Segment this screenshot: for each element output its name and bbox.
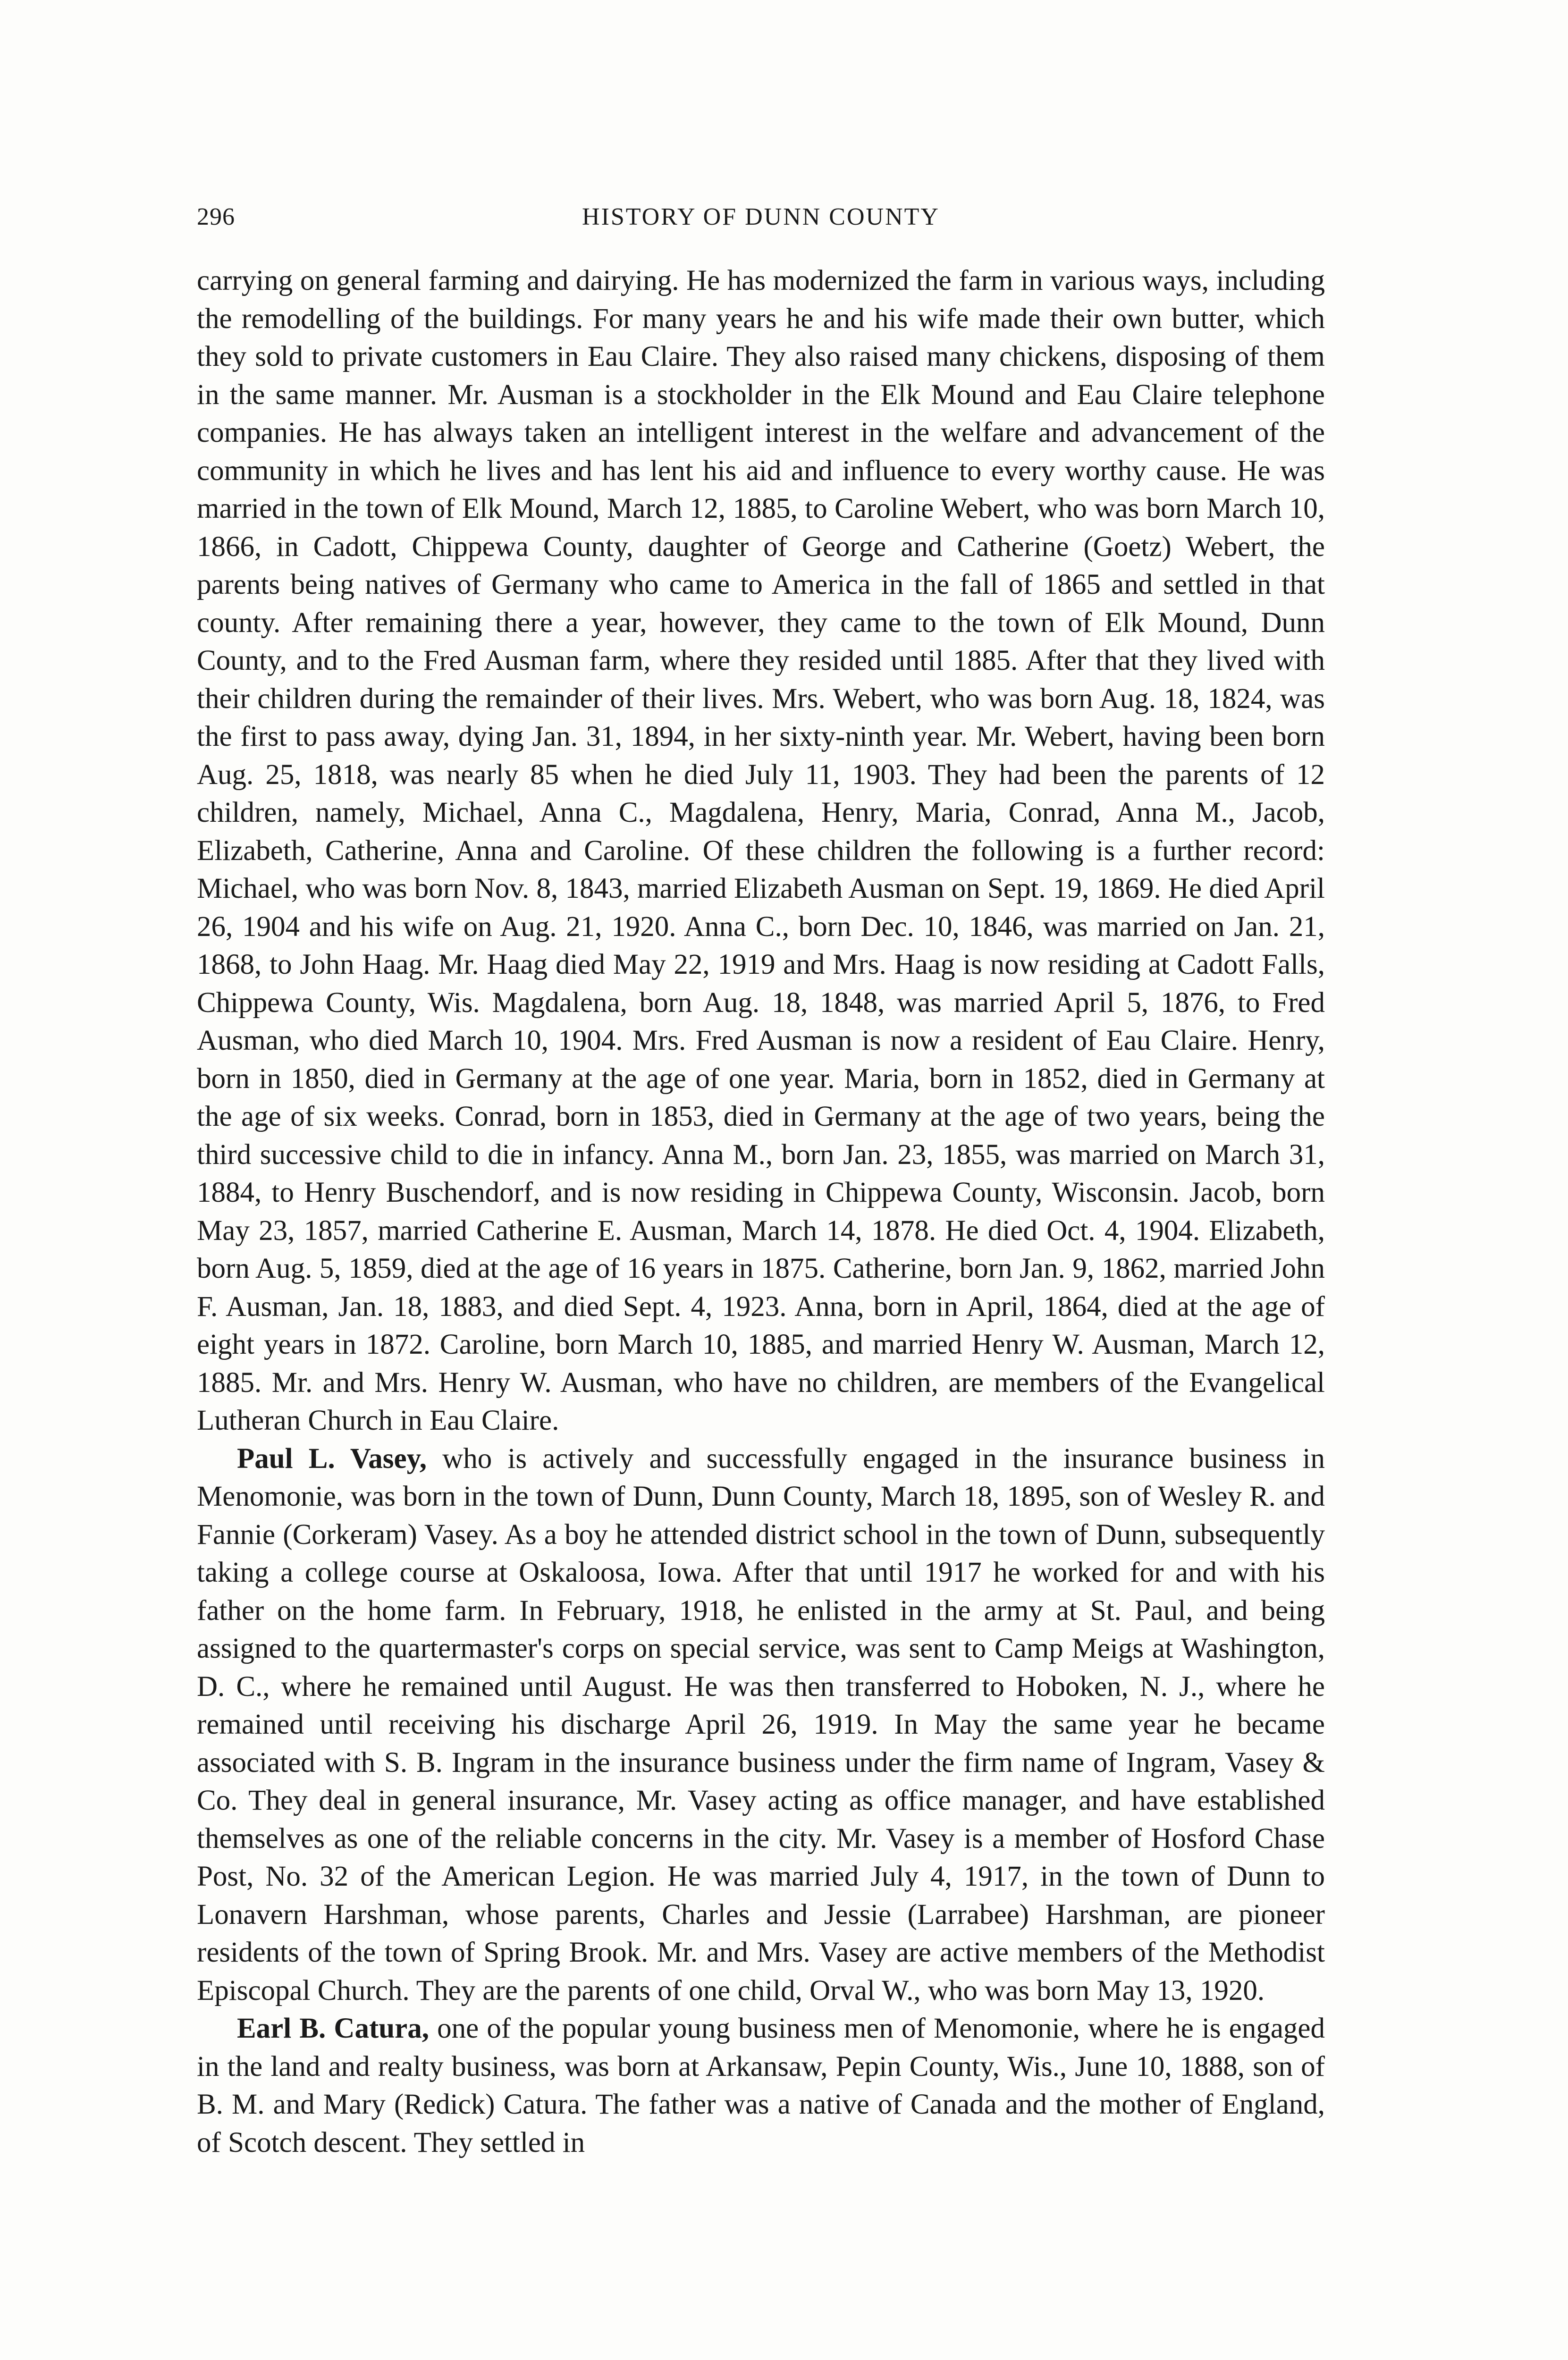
paragraph-paul-vasey	[197, 1440, 1325, 2010]
paragraph-earl-catura	[197, 2010, 1325, 2162]
body-text	[197, 262, 1325, 2162]
page-number: 296	[197, 203, 235, 230]
entry-name-paul-vasey: Paul L. Vasey,	[237, 1442, 427, 1475]
running-head	[197, 203, 1325, 241]
paragraph-text: carrying on general farming and dairying. He has modernized the farm in various ways, including the remodelling of the buildings. For many years he and his wife made their own butter, which they sold to private customers in Eau Claire. They also raised many chickens, disposing of them in the same manner. Mr. Ausman is a stockholder in the Elk Mound and Eau Claire telephone companies. He has always taken an intelligent interest in the welfare and advancement of the community in which he lives and has lent his aid and influence to every worthy cause. He was married in the town of Elk Mound, March 12, 1885, to Caroline Webert, who was born March 10, 1866, in Cadott, Chippewa County, daughter of George and Catherine (Goetz) Webert, the parents being natives of Germany who came to America in the fall of 1865 and settled in that county. After remaining there a year, however, they came to the town of Elk Mound, Dunn County, and to the Fred Ausman farm, where they resided until 1885. After that they lived with their children during the remainder of their lives. Mrs. Webert, who was born Aug. 18, 1824, was the first to pass away, dying Jan. 31, 1894, in her sixty-ninth year. Mr. Webert, having been born Aug. 25, 1818, was nearly 85 when he died July 11, 1903. They had been the parents of 12 children, namely, Michael, Anna C., Magdalena, Henry, Maria, Conrad, Anna M., Jacob, Elizabeth, Catherine, Anna and Caroline. Of these children the following is a further record: Michael, who was born Nov. 8, 1843, married Elizabeth Ausman on Sept. 19, 1869. He died April 26, 1904 and his wife on Aug. 21, 1920. Anna C., born Dec. 10, 1846, was married on Jan. 21, 1868, to John Haag. Mr. Haag died May 22, 1919 and Mrs. Haag is now residing at Cadott Falls, Chippewa County, Wis. Magdalena, born Aug. 18, 1848, was married April 5, 1876, to Fred Ausman, who died March 10, 1904. Mrs. Fred Ausman is now a resident of Eau Claire. Henry, born in 1850, died in Germany at the age of one year. Maria, born in 1852, died in Germany at the age of six weeks. Conrad, born in 1853, died in Germany at the age of two years, being the third successive child to die in infancy. Anna M., born Jan. 23, 1855, was married on March 31, 1884, to Henry Buschendorf, and is now residing in Chippewa County, Wisconsin. Jacob, born May 23, 1857, married Catherine E. Ausman, March 14, 1878. He died Oct. 4, 1904. Elizabeth, born Aug. 5, 1859, died at the age of 16 years in 1875. Catherine, born Jan. 9, 1862, married John F. Ausman, Jan. 18, 1883, and died Sept. 4, 1923. Anna, born in April, 1864, died at the age of eight years in 1872. Caroline, born March 10, 1885, and married Henry W. Ausman, March 12, 1885. Mr. and Mrs. Henry W. Ausman, who have no children, are members of the Evangelical Lutheran Church in Eau Claire.	[197, 265, 1325, 1436]
entry-name-earl-catura: Earl B. Catura,	[237, 2013, 430, 2044]
paragraph-text: one of the popular young business men of Menomonie, where he is engaged in the land and realty business, was born at Arkansaw, Pepin County, Wis., June 10, 1888, son of B. M. and Mary (Redick) Catura. The father was a native of Canada and the mother of England, of Scotch descent. They settled in	[197, 2013, 1325, 2158]
running-title: HISTORY OF DUNN COUNTY	[582, 203, 940, 230]
paragraph-ausman-family	[197, 262, 1325, 1440]
paragraph-text: who is actively and successfully engaged in the insurance business in Menomonie, was born in the town of Dunn, Dunn County, March 18, 1895, son of Wesley R. and Fannie (Corkeram) Vasey. As a boy he attended district school in the town of Dunn, subsequently taking a college course at Oskaloosa, Iowa. After that until 1917 he worked for and with his father on the home farm. In February, 1918, he enlisted in the army at St. Paul, and being assigned to the quartermaster's corps on special service, was sent to Camp Meigs at Washington, D. C., where he remained until August. He was then transferred to Hoboken, N. J., where he remained until receiving his discharge April 26, 1919. In May the same year he became associated with S. B. Ingram in the insurance business under the firm name of Ingram, Vasey & Co. They deal in general insurance, Mr. Vasey acting as office manager, and have established themselves as one of the reliable concerns in the city. Mr. Vasey is a member of Hosford Chase Post, No. 32 of the American Legion. He was married July 4, 1917, in the town of Dunn to Lonavern Harshman, whose parents, Charles and Jessie (Larrabee) Harshman, are pioneer residents of the town of Spring Brook. Mr. and Mrs. Vasey are active members of the Methodist Episcopal Church. They are the parents of one child, Orval W., who was born May 13, 1920.	[197, 1442, 1325, 2006]
